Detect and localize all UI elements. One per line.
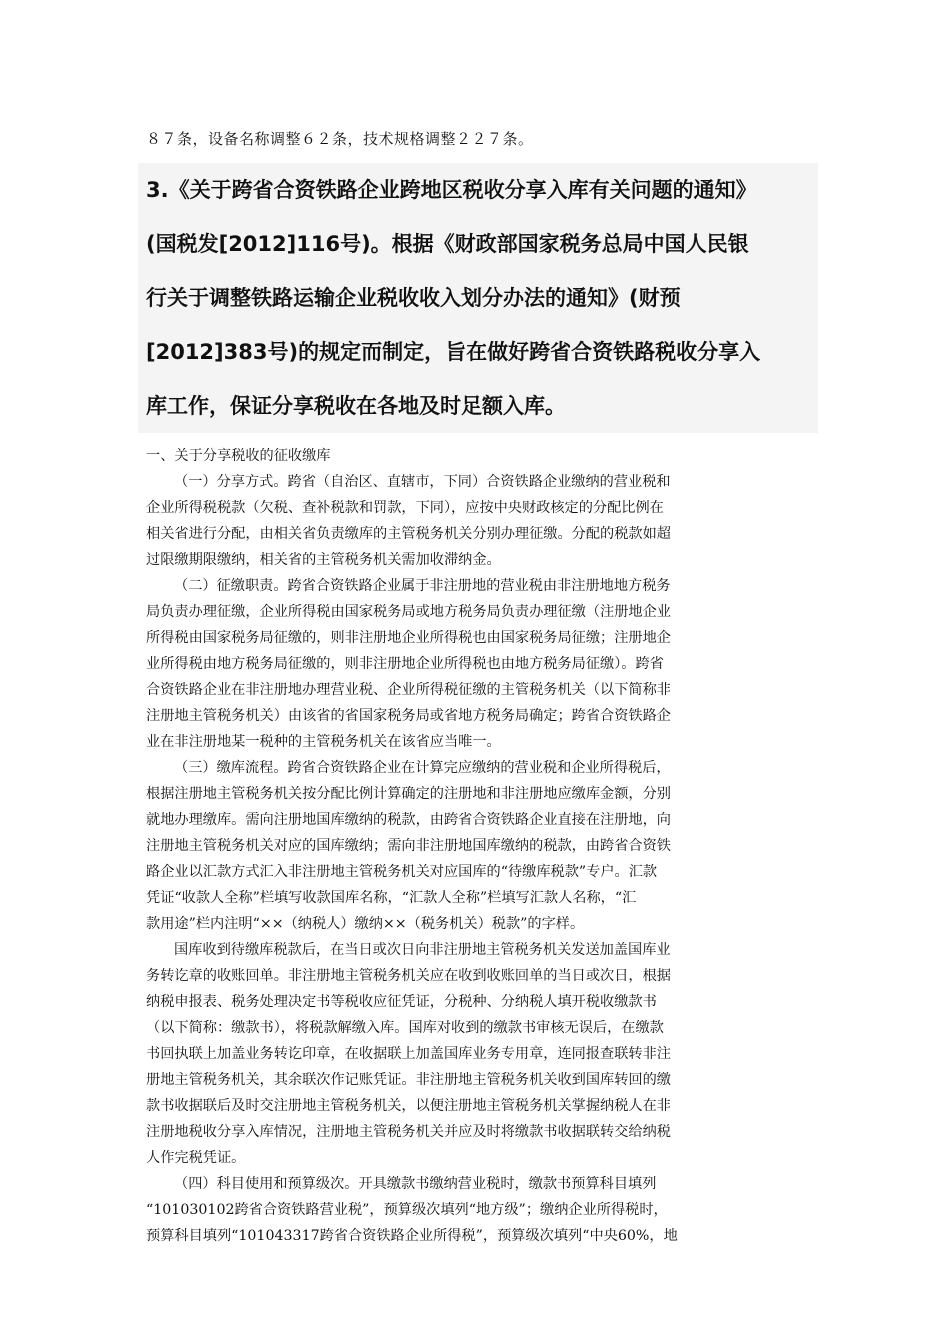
body-line: 务转讫章的收账回单。非注册地主管税务机关应在收到收账回单的当日或次日，根据	[146, 968, 671, 984]
body-line: 过限缴期限缴纳，相关省的主管税务机关需加收滞纳金。	[146, 552, 501, 568]
body-line: 国库收到待缴库税款后，在当日或次日向非注册地主管税务机关发送加盖国库业	[174, 942, 671, 958]
body-line: 注册地税收分享入库情况，注册地主管税务机关并应及时将缴款书收据联转交给纳税	[146, 1124, 671, 1140]
body-line: 根据注册地主管税务机关按分配比例计算确定的注册地和非注册地应缴库金额，分别	[146, 786, 671, 802]
body-line: 业所得税由地方税务局征缴的，则非注册地企业所得税也由地方税务局征缴）。跨省	[146, 656, 664, 672]
body-line: 款用途”栏内注明“××（纳税人）缴纳××（税务机关）税款”的字样。	[146, 916, 585, 932]
heading-line: 库工作，保证分享税收在各地及时足额入库。	[146, 394, 566, 418]
body-line: （一）分享方式。跨省（自治区、直辖市，下同）合资铁路企业缴纳的营业税和	[174, 474, 671, 490]
heading-line: 行关于调整铁路运输企业税收收入划分办法的通知》(财预	[146, 286, 681, 310]
body-line: 合资铁路企业在非注册地办理营业税、企业所得税征缴的主管税务机关（以下简称非	[146, 682, 671, 698]
body-line: 人作完税凭证。	[146, 1150, 246, 1166]
body-line: “101030102跨省合资铁路营业税”，预算级次填列“地方级”；缴纳企业所得税时，	[146, 1202, 668, 1218]
body-line: 款书收据联后及时交注册地主管税务机关，以便注册地主管税务机关掌握纳税人在非	[146, 1098, 671, 1114]
body-line: 局负责办理征缴，企业所得税由国家税务局或地方税务局负责办理征缴（注册地企业	[146, 604, 671, 620]
body-line: 预算科目填列“101043317跨省合资铁路企业所得税”，预算级次填列“中央60%，地	[146, 1228, 678, 1244]
body-line: 册地主管税务机关，其余联次作记账凭证。非注册地主管税务机关收到国库转回的缴	[146, 1072, 671, 1088]
body-line: （四）科目使用和预算级次。开具缴款书缴纳营业税时，缴款书预算科目填列	[174, 1176, 657, 1192]
heading-line: [2012]383号)的规定而制定，旨在做好跨省合资铁路税收分享入	[146, 340, 761, 364]
body-text	[146, 443, 808, 1249]
body-line: 就地办理缴库。需向注册地国库缴纳的税款，由跨省合资铁路企业直接在注册地，向	[146, 812, 671, 828]
intro-line: ８７条，设备名称调整６２条，技术规格调整２２７条。	[146, 130, 534, 148]
body-line: 注册地主管税务机关对应的国库缴纳；需向非注册地国库缴纳的税款，由跨省合资铁	[146, 838, 671, 854]
body-line: 相关省进行分配，由相关省负责缴库的主管税务机关分别办理征缴。分配的税款如超	[146, 526, 671, 542]
body-line: 路企业以汇款方式汇入非注册地主管税务机关对应国库的“待缴库税款”专户。汇款	[146, 864, 658, 880]
body-line: 凭证“收款人全称”栏填写收款国库名称，“汇款人全称”栏填写汇款人名称，“汇	[146, 890, 637, 906]
body-line: 一、关于分享税收的征收缴库	[146, 448, 331, 464]
section-heading	[138, 163, 818, 433]
body-line: 企业所得税税款（欠税、查补税款和罚款，下同），应按中央财政核定的分配比例在	[146, 500, 664, 516]
body-line: （二）征缴职责。跨省合资铁路企业属于非注册地的营业税由非注册地地方税务	[174, 578, 671, 594]
body-line: （以下简称：缴款书），将税款解缴入库。国库对收到的缴款书审核无误后，在缴款	[146, 1020, 664, 1036]
heading-line: (国税发[2012]116号)。根据《财政部国家税务总局中国人民银	[146, 232, 749, 256]
heading-line: 3.《关于跨省合资铁路企业跨地区税收分享入库有关问题的通知》	[146, 178, 757, 202]
body-line: 所得税由国家税务局征缴的，则非注册地企业所得税也由国家税务局征缴；注册地企	[146, 630, 671, 646]
body-line: 注册地主管税务机关）由该省的省国家税务局或省地方税务局确定；跨省合资铁路企	[146, 708, 671, 724]
body-line: 书回执联上加盖业务转讫印章，在收据联上加盖国库业务专用章，连同报查联转非注	[146, 1046, 671, 1062]
body-line: （三）缴库流程。跨省合资铁路企业在计算完应缴纳的营业税和企业所得税后，	[174, 760, 671, 776]
body-line: 纳税申报表、税务处理决定书等税收应征凭证，分税种、分纳税人填开税收缴款书	[146, 994, 657, 1010]
body-line: 业在非注册地某一税种的主管税务机关在该省应当唯一。	[146, 734, 501, 750]
